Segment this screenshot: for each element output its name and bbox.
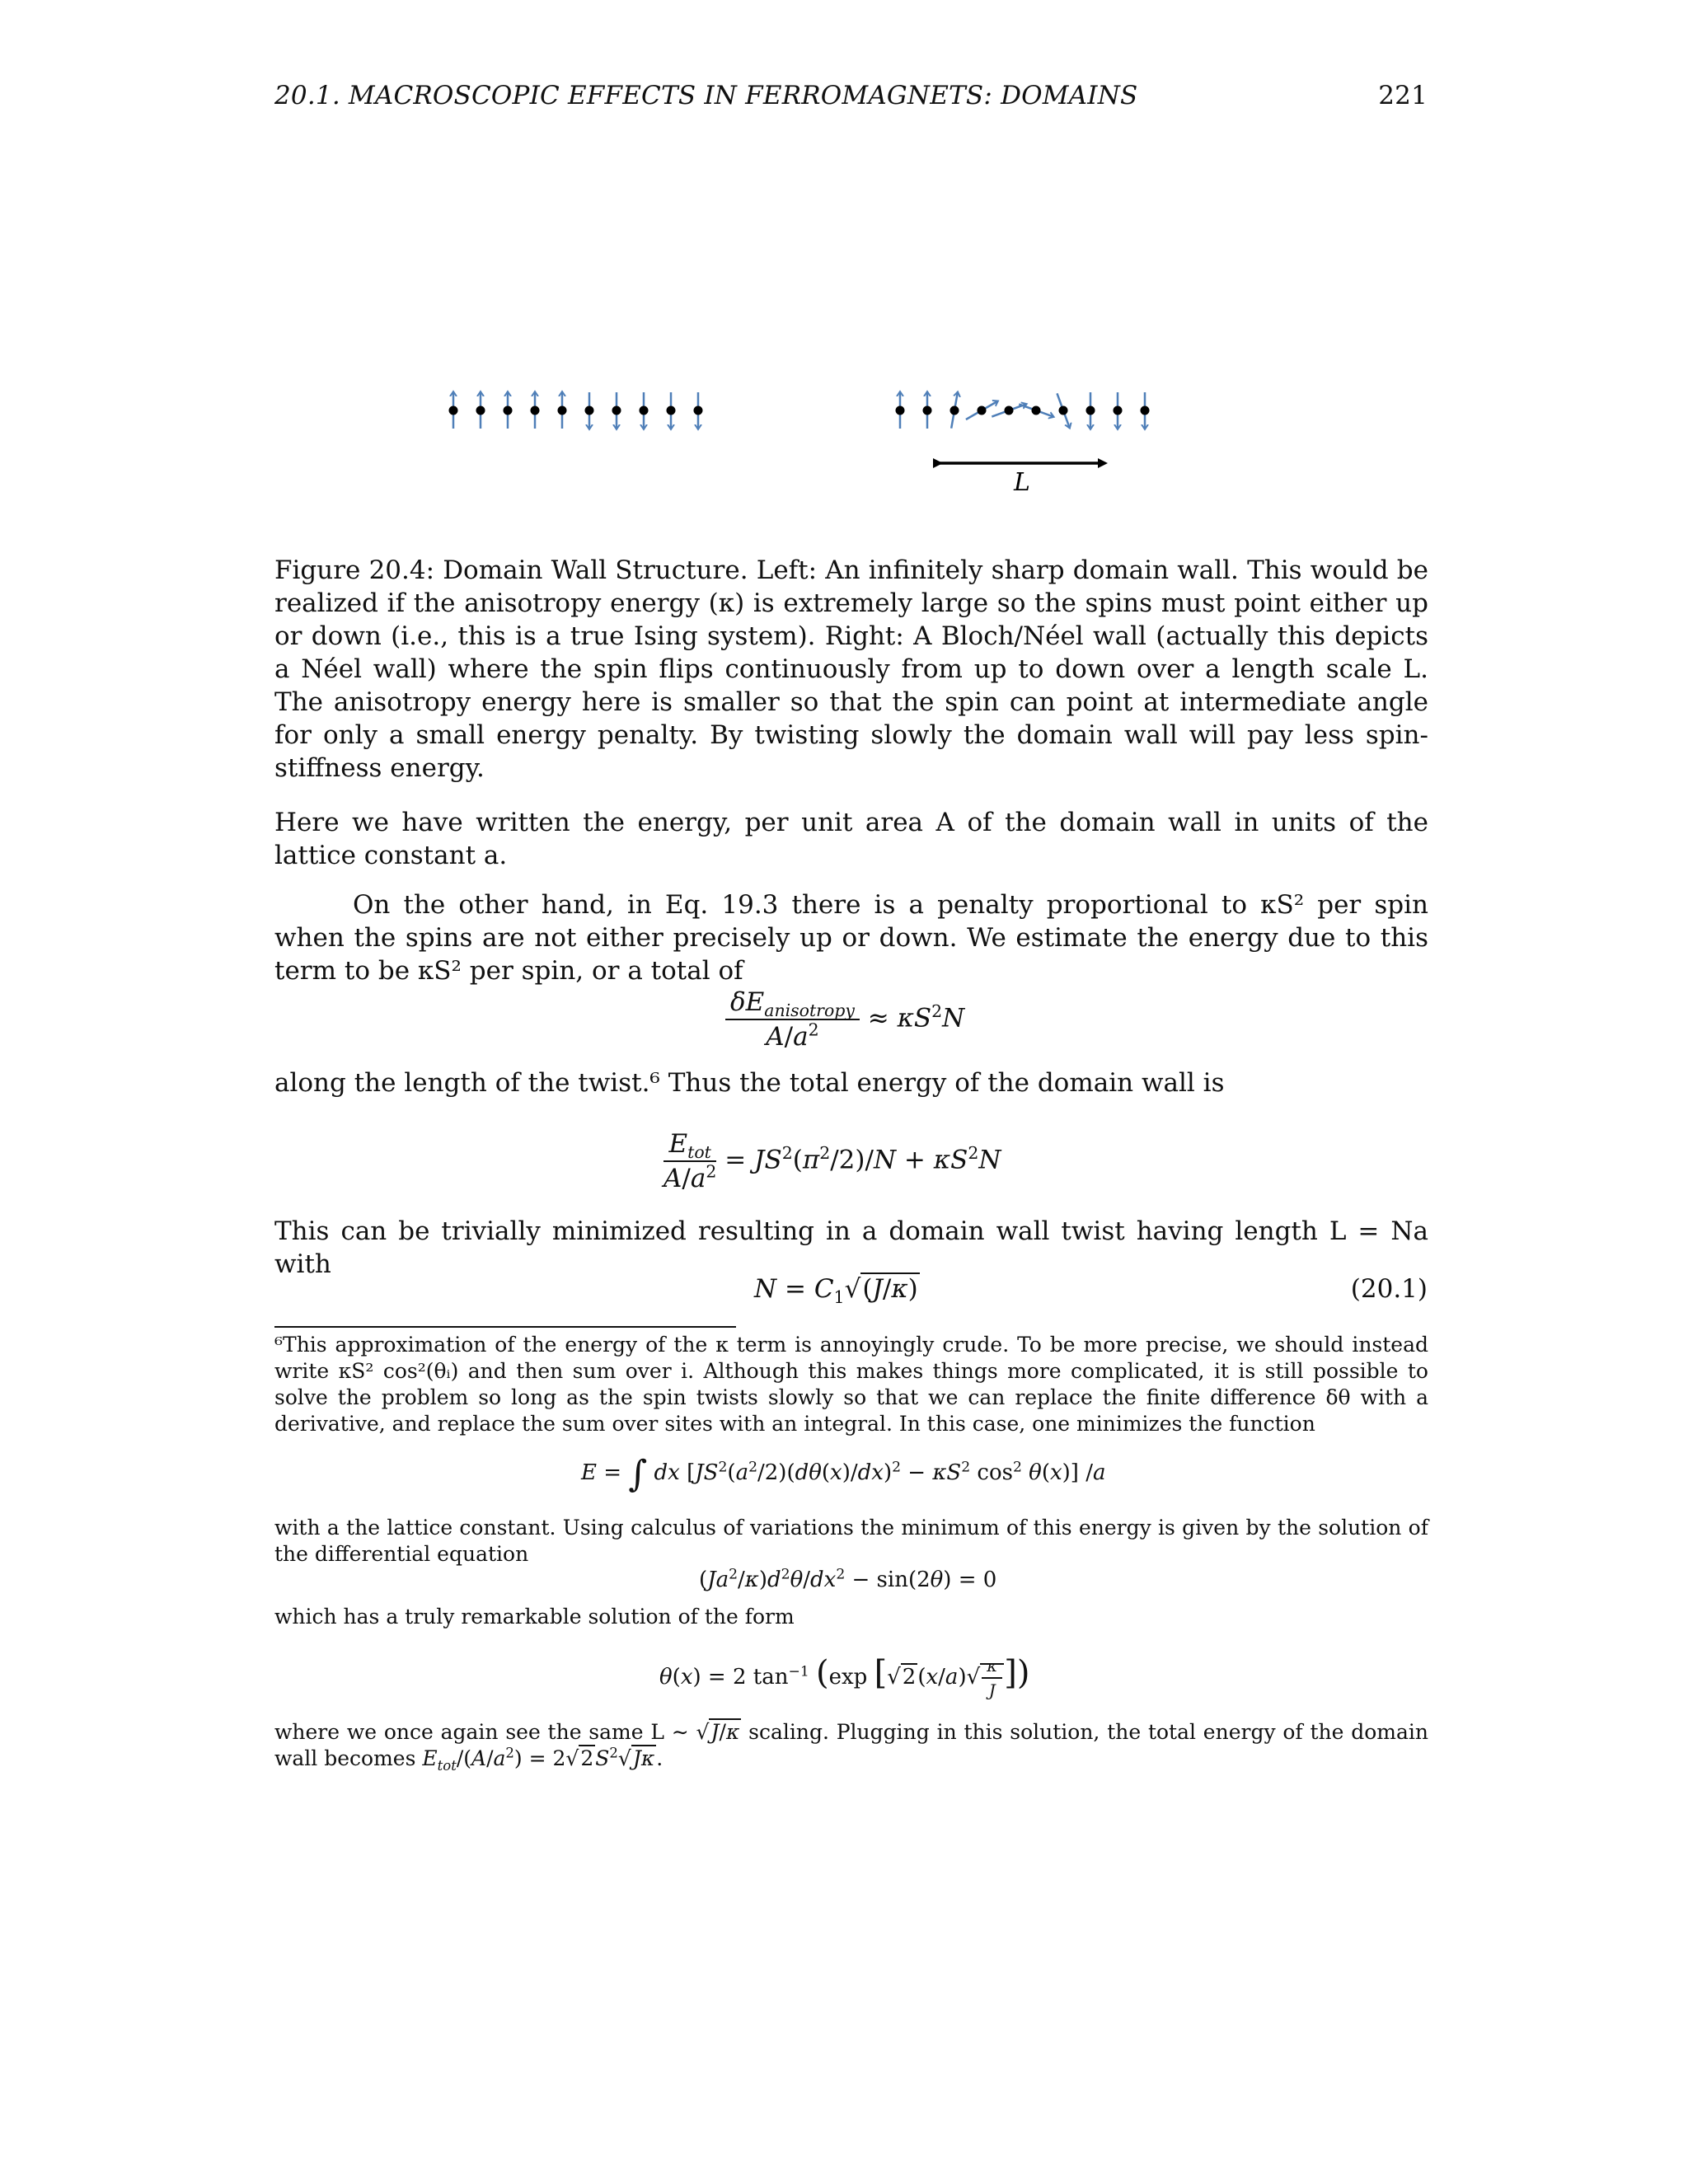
- left-spin-site: [694, 406, 703, 415]
- page-number: 221: [1378, 81, 1428, 110]
- right-spin-site: [1032, 406, 1041, 415]
- left-spin-site: [667, 406, 676, 415]
- right-spin-site: [896, 406, 905, 415]
- equation-total-energy: $\frac{E_{tot}}{A/a^2}$ = $JS^2(\pi^2/2)/N + \kappa S^2N$: [663, 1129, 1001, 1193]
- footnote-text-1: ⁶This approximation of the energy of the κ term is annoyingly crude. To be more precise, we should instead write κS² cos²(θᵢ) and then sum over i. Although this makes things more complicated, it is still possible to solve the problem so long as the spin twists slowly so that we can replace the finite difference δθ with a derivative, and replace the sum over sites with an integral. In this case, one minimizes the function: [274, 1333, 1428, 1436]
- running-title: 20.1. MACROSCOPIC EFFECTS IN FERROMAGNETS: DOMAINS: [274, 81, 1138, 110]
- footnote-rule: [274, 1326, 736, 1328]
- left-spin-site: [612, 406, 621, 415]
- footnote-text-2: with a the lattice constant. Using calculus of variations the minimum of this energy is given by the solution of the differential equation: [274, 1516, 1428, 1566]
- figure-caption: Figure 20.4: Domain Wall Structure. Left: An infinitely sharp domain wall. This would be realized if the anisotropy energy (κ) is extremely large so the spins must point either up or down (i.e., this is a true Ising system). Right: A Bloch/Néel wall (actually this depicts a Néel wall) where the spin flips continuously from up to down over a length scale L. The anisotropy energy here is smaller so that the spin can point at intermediate angle for only a small energy penalty. By twisting slowly the domain wall will pay less spin-stiffness energy.: [274, 555, 1428, 783]
- footnote-equation-energy: E = ∫ dx [$JS^2(a^2/2)(d\theta(x)/dx)^2 - \kappa S^2$ $\cos^2 \theta(x)$] /a: [581, 1453, 1106, 1495]
- left-spin-site: [476, 406, 485, 415]
- right-spin-site: [1114, 406, 1123, 415]
- paragraph-1: Here we have written the energy, per unit area A of the domain wall in units of the lattice constant a.: [274, 808, 1428, 870]
- paragraph-3: along the length of the twist.⁶ Thus the total energy of the domain wall is: [274, 1068, 1225, 1098]
- footnote-text-4a: where we once again see the same L ∼: [274, 1720, 696, 1744]
- footnote-equation-differential: $(Ja^2/\kappa)d^2\theta/dx^2 - \sin(2\theta) = 0$: [699, 1566, 997, 1592]
- right-spin-site: [1005, 406, 1014, 415]
- neel-domain-wall: [896, 392, 1150, 429]
- right-spin-site: [923, 406, 932, 415]
- length-label: L: [1014, 468, 1030, 497]
- left-spin-site: [585, 406, 594, 415]
- left-spin-site: [531, 406, 540, 415]
- left-spin-site: [558, 406, 567, 415]
- right-spin-site: [950, 406, 959, 415]
- right-spin-site: [1059, 406, 1068, 415]
- footnote-equation-solution: θ(x) = 2 $\tan^{-1} (\exp$ [√2(x/a)√ $\frac{\kappa}{J}$ ]): [659, 1654, 1030, 1700]
- left-spin-site: [449, 406, 458, 415]
- footnote-text-4b: scaling. Plugging in this solution, the total energy of the domain wall becomes: [274, 1720, 1429, 1770]
- equation-anisotropy: $\frac{\delta E_{anisotropy}}{A/a^2}$ ≈ $\kappa S^2N$: [725, 987, 964, 1052]
- paragraph-4: This can be trivially minimized resulting in a domain wall twist having length L = Na with: [274, 1216, 1428, 1279]
- left-spin-site: [640, 406, 649, 415]
- equation-20-1: $N = C_1√(J/\kappa)$: [754, 1274, 918, 1308]
- left-spin-site: [504, 406, 513, 415]
- sharp-domain-wall: [449, 392, 703, 429]
- right-spin-site: [1086, 406, 1095, 415]
- footnote-text-3: which has a truly remarkable solution of the form: [274, 1605, 795, 1629]
- domain-wall-figure: [445, 371, 1187, 511]
- paragraph-2: On the other hand, in Eq. 19.3 there is a penalty proportional to κS² per spin when the spins are not either precisely up or down. We estimate the energy due to this term to be κS² per spin, or a total of: [274, 890, 1428, 986]
- footnote-text-4: where we once again see the same L ∼ √J/κ scaling. Plugging in this solution, the total energy of the domain wall becomes $E_{tot}/(A/a^2) = 2√2S^2√J\kappa$.: [274, 1720, 1429, 1774]
- right-spin-site: [978, 406, 987, 415]
- right-spin-site: [1141, 406, 1150, 415]
- equation-number: (20.1): [1350, 1274, 1428, 1304]
